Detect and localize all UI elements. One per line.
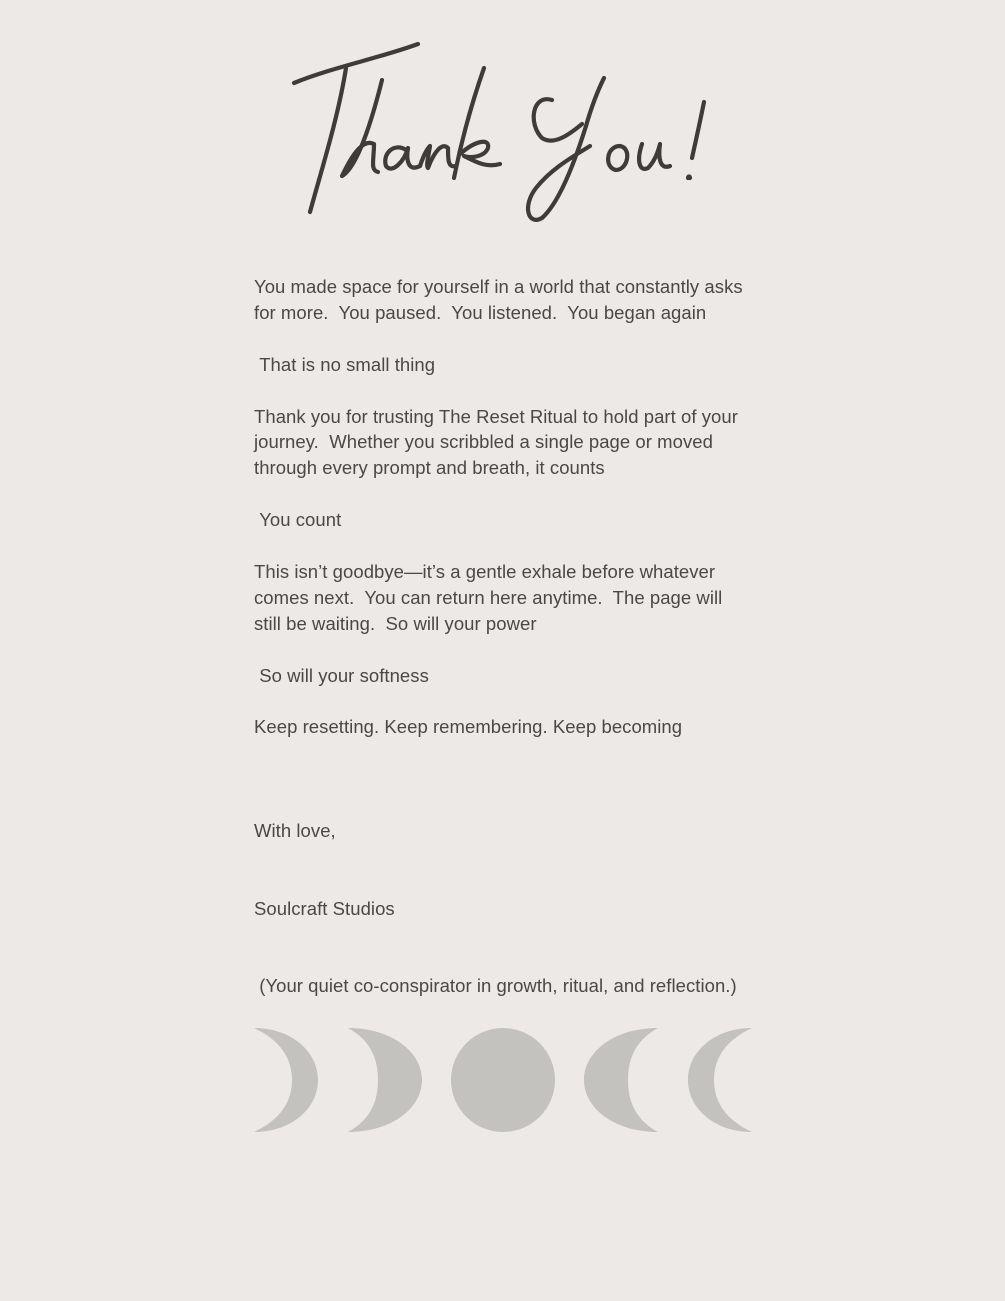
moon-4-icon — [584, 1028, 658, 1132]
full-moon-icon — [451, 1028, 555, 1132]
paragraph-made-space: You made space for yourself in a world that constantly asks for more. You paused. You listened. You began again — [254, 276, 748, 323]
moon-5-icon — [688, 1028, 752, 1132]
moon-phases-row — [252, 1024, 754, 1136]
paragraph-not-goodbye: This isn’t goodbye—it’s a gentle exhale before whatever comes next. You can return here anytime. The page will still be waiting. So will your power — [254, 560, 728, 634]
letter-body — [254, 274, 754, 1051]
page-title — [270, 28, 730, 238]
paragraph-keep-resetting: Keep resetting. Keep remembering. Keep becoming — [254, 716, 683, 738]
signature-closing: With love, — [254, 819, 336, 841]
paragraph-no-small-thing: That is no small thing — [254, 353, 436, 375]
paragraph-softness: So will your softness — [254, 664, 429, 686]
paragraph-you-count: You count — [254, 509, 342, 531]
handwritten-title-graphic — [270, 28, 730, 238]
moon-2-icon — [348, 1028, 422, 1132]
signature-tagline: (Your quiet co-conspirator in growth, ritual, and reflection.) — [254, 975, 737, 997]
moon-phases-graphic — [252, 1024, 754, 1136]
signature-block — [254, 766, 754, 1051]
paragraph-thank-you-trusting: Thank you for trusting The Reset Ritual to hold part of your journey. Whether you scribbled a single page or moved through every prompt and breath, it counts — [254, 405, 744, 479]
moon-1-icon — [254, 1028, 318, 1132]
signature-name: Soulcraft Studios — [254, 897, 395, 919]
